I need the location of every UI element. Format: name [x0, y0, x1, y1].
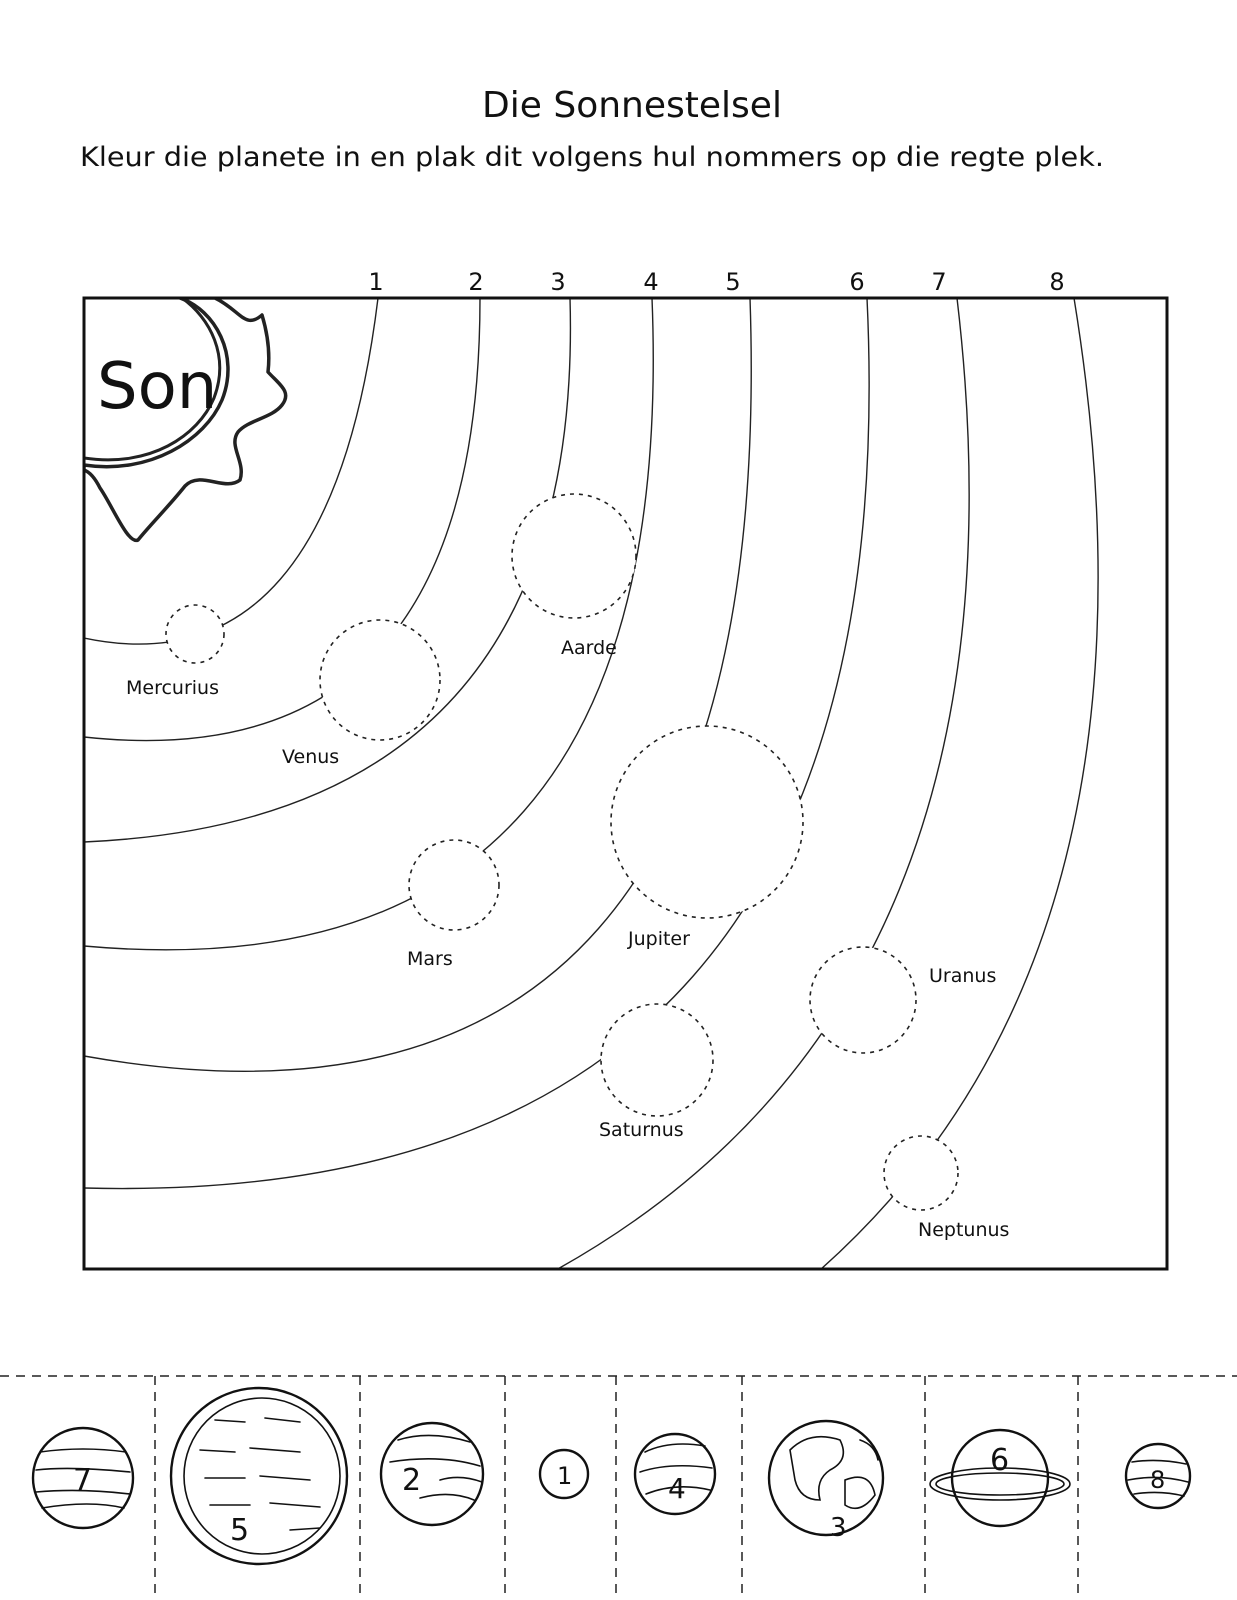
orbit-number-7: 7 [931, 268, 947, 296]
cutout-number-mercury: 1 [557, 1462, 573, 1490]
orbit-number-8: 8 [1049, 268, 1065, 296]
instruction-text: Kleur die planete in en plak dit volgens hul nommers op die regte plek. [80, 142, 1104, 173]
earth-cutout-icon[interactable] [769, 1421, 883, 1543]
jupiter-cutout-icon[interactable] [171, 1388, 347, 1564]
slot-venus [320, 620, 440, 740]
label-uranus: Uranus [929, 965, 997, 987]
planet-slots [166, 494, 958, 1210]
orbit-number-6: 6 [849, 268, 865, 296]
saturn-cutout-icon[interactable] [930, 1430, 1070, 1526]
cutout-number-venus: 2 [402, 1463, 422, 1498]
cutout-number-earth: 3 [830, 1513, 847, 1543]
orbit-number-5: 5 [725, 268, 741, 296]
label-aarde: Aarde [561, 637, 617, 659]
neptune-cutout-icon[interactable] [1126, 1444, 1190, 1508]
orbit-number-4: 4 [643, 268, 659, 296]
mars-cutout-icon[interactable] [635, 1434, 715, 1514]
page-title: Die Sonnestelsel [482, 85, 782, 126]
orbit-number-3: 3 [550, 268, 566, 296]
cutout-number-uranus: 7 [73, 1463, 93, 1498]
cutout-number-mars: 4 [668, 1472, 686, 1505]
label-neptunus: Neptunus [918, 1219, 1010, 1241]
cutout-number-jupiter: 5 [230, 1513, 250, 1548]
cutout-number-neptune: 8 [1150, 1466, 1166, 1494]
slot-aarde [512, 494, 636, 618]
label-mercurius: Mercurius [126, 677, 219, 699]
venus-cutout-icon[interactable] [381, 1423, 483, 1525]
label-saturnus: Saturnus [599, 1119, 684, 1141]
cutout-number-saturn: 6 [990, 1443, 1010, 1478]
label-venus: Venus [282, 746, 340, 768]
sun-label: Son [97, 350, 218, 424]
slot-neptunus [884, 1136, 958, 1210]
slot-jupiter [611, 726, 803, 918]
orbit-number-2: 2 [468, 268, 484, 296]
slot-mercurius [166, 605, 224, 663]
label-jupiter: Jupiter [628, 928, 690, 950]
mercury-cutout-icon[interactable] [540, 1450, 588, 1498]
orbit-numbers [368, 268, 1064, 296]
slot-uranus [810, 947, 916, 1053]
uranus-cutout-icon[interactable] [33, 1428, 133, 1528]
slot-mars [409, 840, 499, 930]
orbit-neptunus [820, 298, 1098, 1270]
label-mars: Mars [407, 948, 453, 970]
orbit-number-1: 1 [368, 268, 384, 296]
slot-saturnus [601, 1004, 713, 1116]
